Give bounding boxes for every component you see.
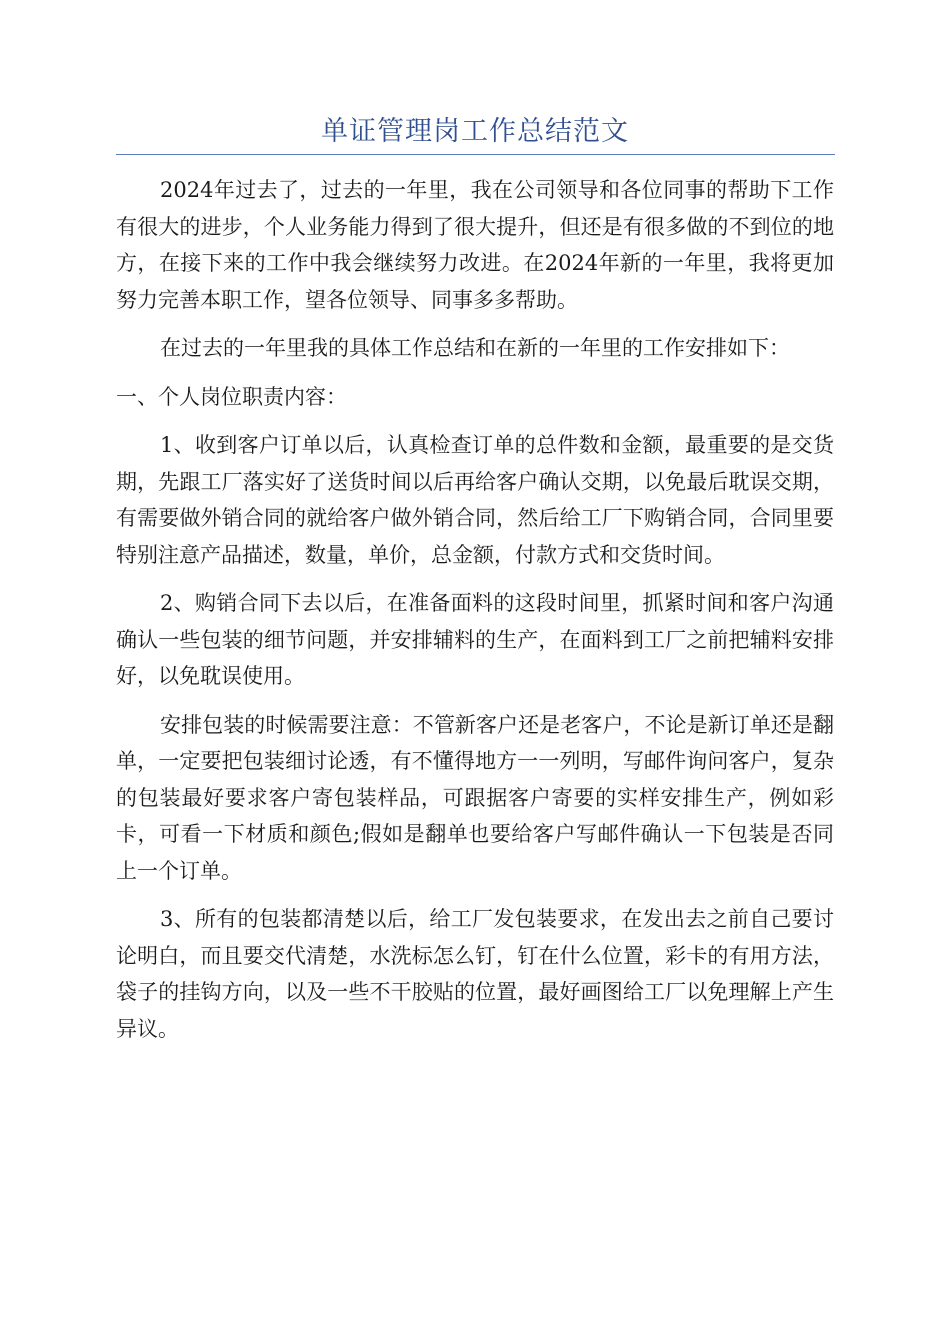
- document-title: 单证管理岗工作总结范文: [321, 116, 629, 147]
- section-heading: 一、个人岗位职责内容：: [116, 384, 347, 409]
- paragraph-item-2: 2、购销合同下去以后，在准备面料的这段时间里，抓紧时间和客户沟通确认一些包装的细节问题，并安排辅料的生产，在面料到工厂之前把辅料安排好，以免耽误使用。: [116, 591, 834, 688]
- paragraph-intro: 2024年过去了，过去的一年里，我在公司领导和各位同事的帮助下工作有很大的进步，个人业务能力得到了很大提升，但还是有很多做的不到位的地方，在接下来的工作中我会继续努力改进。在2024年新的一年里，我将更加努力完善本职工作，望各位领导、同事多多帮助。: [116, 178, 834, 312]
- paragraph-item-1: 1、收到客户订单以后，认真检查订单的总件数和金额，最重要的是交货期，先跟工厂落实好了送货时间以后再给客户确认交期，以免最后耽误交期，有需要做外销合同的就给客户做外销合同，然后给工厂下购销合同，合同里要特别注意产品描述，数量，单价，总金额，付款方式和交货时间。: [116, 433, 834, 567]
- document-body: [116, 172, 834, 1059]
- paragraph-item-3: 3、所有的包装都清楚以后，给工厂发包装要求，在发出去之前自己要讨论明白，而且要交代清楚，水洗标怎么钉，钉在什么位置，彩卡的有用方法，袋子的挂钩方向，以及一些不干胶贴的位置，最好画图给工厂以免理解上产生异议。: [116, 907, 834, 1041]
- paragraph-lead: 在过去的一年里我的具体工作总结和在新的一年里的工作安排如下：: [160, 336, 790, 360]
- paragraph-packaging-note: 安排包装的时候需要注意：不管新客户还是老客户，不论是新订单还是翻单，一定要把包装细讨论透，有不懂得地方一一列明，写邮件询问客户，复杂的包装最好要求客户寄包装样品，可跟据客户寄要的实样安排生产，例如彩卡，可看一下材质和颜色;假如是翻单也要给客户写邮件确认一下包装是否同上一个订单。: [116, 712, 834, 883]
- title-underline: [116, 154, 835, 155]
